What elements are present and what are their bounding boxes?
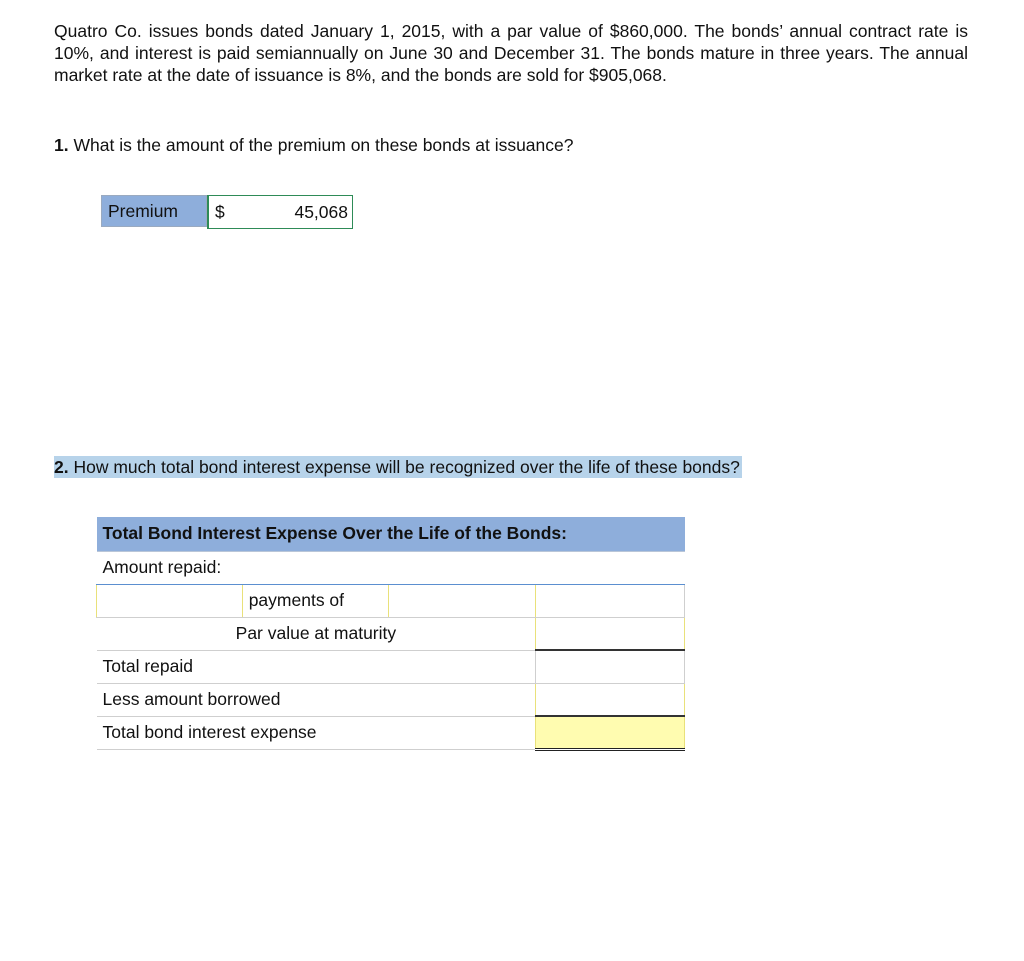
total-expense-input[interactable] <box>536 716 685 749</box>
total-expense-row <box>97 716 685 749</box>
amount-repaid-label: Amount repaid: <box>97 551 685 584</box>
problem-statement: Quatro Co. issues bonds dated January 1, 2015, with a par value of $860,000. The bonds’ annual contract rate is 10%, and interest is paid semiannually on June 30 and December 31. The bonds mature in three years. The annual market rate at the date of issuance is 8%, and the bonds are sold for $905,068. <box>54 21 968 85</box>
less-borrowed-input[interactable] <box>536 683 685 716</box>
total-repaid-label: Total repaid <box>97 650 536 683</box>
premium-label: Premium <box>101 195 207 227</box>
payments-total-cell <box>536 584 685 617</box>
total-expense-label: Total bond interest expense <box>97 716 536 749</box>
question-1-number: 1. <box>54 135 69 155</box>
question-1-text: What is the amount of the premium on these bonds at issuance? <box>73 135 574 155</box>
question-2-number: 2. <box>54 457 69 477</box>
total-repaid-row <box>97 650 685 683</box>
currency-symbol: $ <box>215 201 225 222</box>
table-header-row <box>97 517 685 551</box>
less-borrowed-label: Less amount borrowed <box>97 683 536 716</box>
par-value-row <box>97 617 685 650</box>
payment-amount-input[interactable] <box>388 584 536 617</box>
par-value-label: Par value at maturity <box>97 617 536 650</box>
payments-row <box>97 584 685 617</box>
premium-row <box>101 195 353 229</box>
par-value-input[interactable] <box>536 617 685 650</box>
payments-count-input[interactable] <box>97 584 243 617</box>
premium-value: 45,068 <box>294 201 348 222</box>
question-1 <box>54 134 574 156</box>
bond-interest-table <box>96 517 685 751</box>
table-header: Total Bond Interest Expense Over the Life of the Bonds: <box>97 517 685 551</box>
total-repaid-cell <box>536 650 685 683</box>
less-borrowed-row <box>97 683 685 716</box>
question-2-text: How much total bond interest expense will be recognized over the life of these bonds? <box>73 457 740 477</box>
premium-input[interactable] <box>207 195 353 229</box>
payments-of-label: payments of <box>242 584 388 617</box>
question-2 <box>54 456 742 478</box>
amount-repaid-row <box>97 551 685 584</box>
